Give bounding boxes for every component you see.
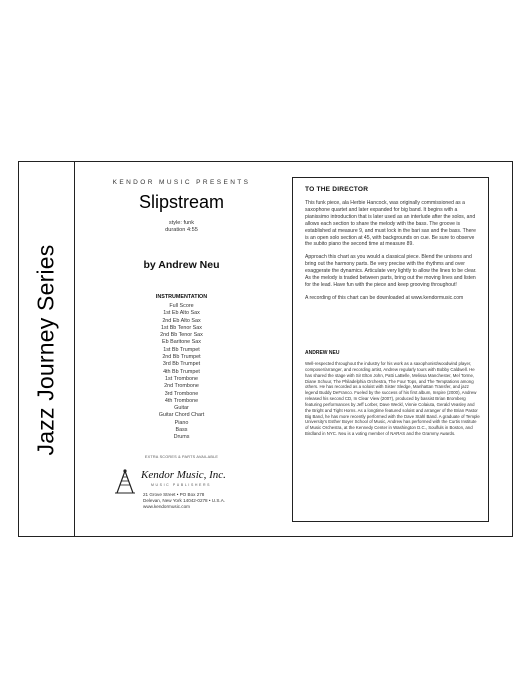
piece-title: Slipstream [138,192,225,212]
address-line: 21 Grove Street • PO Box 278 [143,492,205,497]
extra-scores-note: EXTRA SCORES & PARTS AVAILABLE [144,455,219,459]
instrument-item: 3rd Bb Trumpet [162,361,201,368]
instrument-item: 1st Eb Alto Sax [163,310,200,317]
publisher-subtitle: MUSIC PUBLISHERS [151,483,212,487]
instrument-item: 2nd Eb Alto Sax [162,317,201,324]
instrument-item: 2nd Bb Trumpet [162,354,201,361]
title-panel [75,162,288,536]
instrument-item: Drums [173,434,190,441]
instrument-item: 1st Trombone [165,375,198,382]
director-paragraph: This funk piece, ala Herbie Hancock, was originally commissioned as a saxophone quartet and later expanded for big band. It begins with a pianissimo introduction that is later used as an interlude after the solos, and allows each section to share the melody with the bass. The groove is established at measure 9, and must lock in the bari sax and the bass. There is an open solo section at 45, with backgrounds on cue. Be sure to observe the subito piano the second time at measure 89. [305,200,476,248]
series-title: Jazz Journey Series [32,244,59,456]
website-link[interactable]: www.kendormusic.com [143,504,190,509]
instrument-item: Bass [175,427,188,434]
publisher-address [143,492,225,510]
instrument-item: 3rd Trombone [164,390,199,397]
score-cover-sheet [18,161,513,537]
about-heading: ANDREW NEU [305,350,340,356]
notes-box [292,177,489,522]
instrument-item: 4th Trombone [164,397,199,404]
instrument-item: 2nd Trombone [164,383,199,390]
instrument-item: 1st Bb Trumpet [163,346,200,353]
instrument-item: 2nd Bb Tenor Sax [160,332,203,339]
instrument-item: Full Score [169,303,194,309]
instrument-item: Guitar Chord Chart [158,412,205,419]
instrument-item: Eb Baritone Sax [162,339,201,346]
publisher-presents: KENDOR MUSIC PRESENTS [112,179,251,186]
author-name: by Andrew Neu [143,259,220,271]
kendor-logo-icon [113,467,137,495]
instrumentation-heading: INSTRUMENTATION [155,294,208,300]
instrument-item: 4th Bb Trumpet [163,368,200,375]
recording-note: A recording of this chart can be downloaded at www.kendormusic.com [305,294,464,301]
address-line: Delevan, New York 14042-0278 • U.S.A. [143,498,226,503]
about-author [305,350,481,437]
instrument-item: Piano [174,419,189,426]
publisher-logo-block [105,467,285,527]
style-text: style: funk [168,220,195,226]
series-spine [19,162,75,536]
director-paragraph: Approach this chart as you would a classical piece. Blend the unisons and bring out the harmony parts. Be very precise with the rhythms and over exaggerate the dynamics. Articulate very lightly to allow the lines to be clear. As the melody is traded between parts, bring out the moving lines and listen for the lead. Have fun with the piece and keep grooving throughout! [305,254,477,288]
about-text: Well-respected throughout the industry for his work as a saxophonist/woodwind player, composer/arranger, and recording artist, Andrew regularly tours with Bobby Caldwell. He has shared the stage with Sir Elton John, Patti LaBelle, Melissa Manchester, Mel Torme, Diane Schuur, The Philadelphia Orchestra, The Four Tops, and The Temptations among others. He has recorded as a soloist with Sister Sledge, Manhattan Transfer, and jazz legend Buddy DeFranco. Fueled by the success of his first album, Inspire (2000), Andrew released his second CD, In Clear View (2007), produced by bassist Brian Bromberg featuring performances by Jeff Lorber, Dave Weckl, Vinnie Colaiuta, Gerald Veasley and the Bright and Tight Horns. As a longtime featured soloist and arranger of the Brian Pastor Big Band, he has more recently performed with the Dave Stahl Band. A graduate of Temple University's Esther Boyer School of Music, Andrew has performed with the Curtis Institute of Music Orchestra, at the Kennedy Center in Washington D.C., Soulfuls in Boston, and Birdland in NYC. Neu is a voting member of NARAS and the Grammy Awards. [305,361,480,437]
publisher-name: Kendor Music, Inc. [141,469,226,481]
instrument-item: Guitar [174,405,189,412]
instrumentation-list [75,303,288,442]
duration-text: duration 4:55 [165,227,198,233]
instrument-item: 1st Bb Tenor Sax [161,324,202,331]
director-heading: TO THE DIRECTOR [305,186,369,193]
